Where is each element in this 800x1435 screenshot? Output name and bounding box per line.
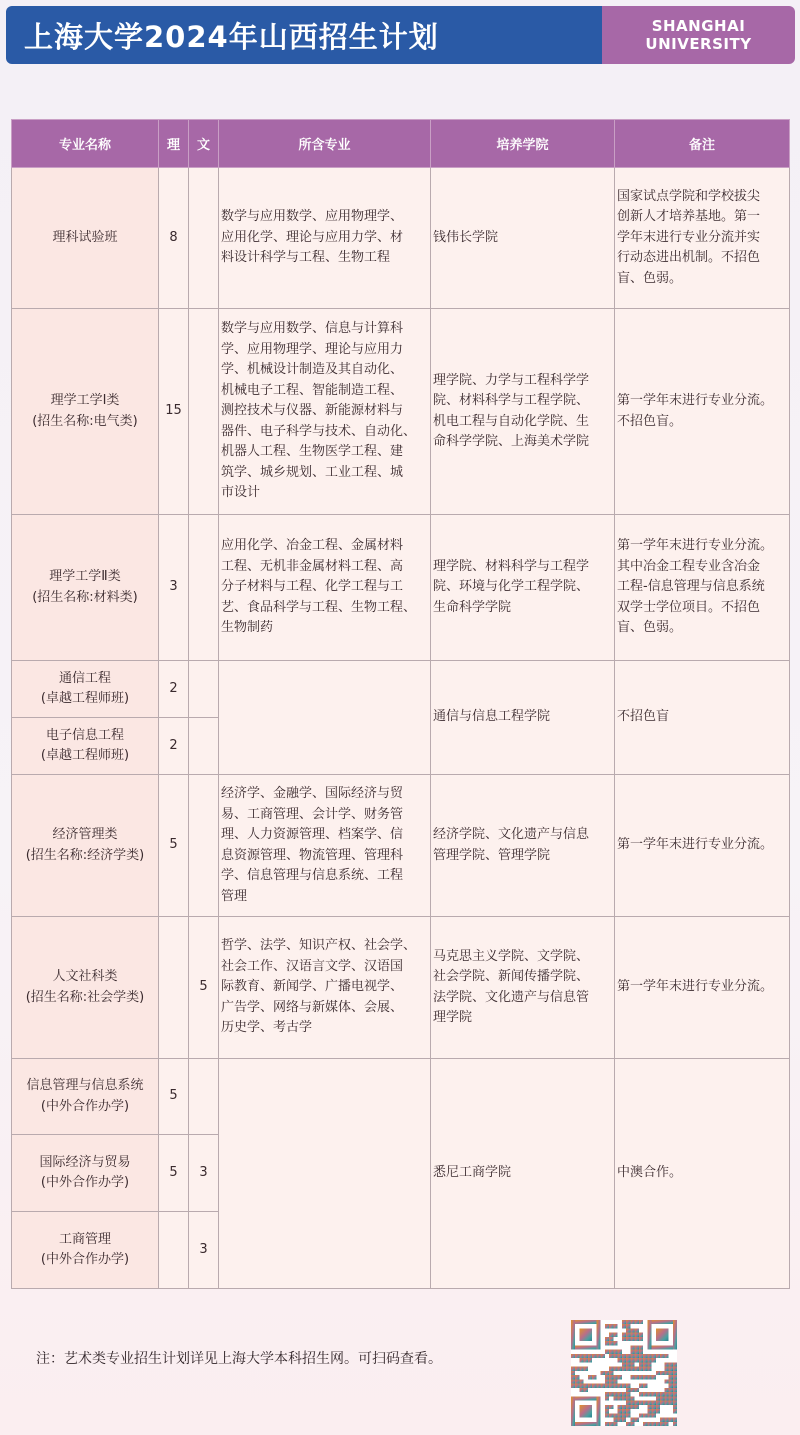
arts-count [189,168,219,309]
university-english-name [602,6,795,64]
college: 钱伟长学院 [431,168,615,309]
college: 经济学院、文化遗产与信息 管理学院、管理学院 [431,775,615,917]
major-name: 理科试验班 [12,168,159,309]
science-count: 15 [159,309,189,515]
remarks: 第一学年末进行专业分流。 其中冶金工程专业含冶金 工程-信息管理与信息系统 双学士学位项目。不招色 盲、色弱。 [615,515,790,661]
table-row [12,1059,790,1135]
arts-count: 3 [189,1135,219,1212]
arts-count [189,309,219,515]
english-name-line-2: UNIVERSITY [645,35,752,53]
remarks: 第一学年末进行专业分流。 不招色盲。 [615,309,790,515]
major-name: 理学工学Ⅰ类 (招生名称:电气类) [12,309,159,515]
table-row [12,168,790,309]
included-majors: 经济学、金融学、国际经济与贸 易、工商管理、会计学、财务管 理、人力资源管理、档案学、信 息资源管理、物流管理、管理科 学、信息管理与信息系统、工程 管理 [219,775,431,917]
science-count [159,1212,189,1289]
header-science: 理 [159,120,189,168]
title-block [6,6,602,64]
remarks: 国家试点学院和学校拔尖 创新人才培养基地。第一 学年末进行专业分流并实 行动态进出机制。不招色 盲、色弱。 [615,168,790,309]
qr-code-icon[interactable] [571,1320,677,1426]
major-name: 工商管理 (中外合作办学) [12,1212,159,1289]
college: 理学院、材料科学与工程学 院、环境与化学工程学院、 生命科学学院 [431,515,615,661]
major-name: 理学工学Ⅱ类 (招生名称:材料类) [12,515,159,661]
page-title: 上海大学2024年山西招生计划 [24,19,439,54]
science-count: 2 [159,661,189,718]
college: 马克思主义学院、文学院、 社会学院、新闻传播学院、 法学院、文化遗产与信息管 理学院 [431,917,615,1059]
included-majors [219,661,431,775]
remarks: 不招色盲 [615,661,790,775]
major-name: 信息管理与信息系统 (中外合作办学) [12,1059,159,1135]
arts-count: 3 [189,1212,219,1289]
college: 理学院、力学与工程科学学 院、材料科学与工程学院、 机电工程与自动化学院、生 命科学学院、上海美术学院 [431,309,615,515]
major-name: 人文社科类 (招生名称:社会学类) [12,917,159,1059]
header-major-name: 专业名称 [12,120,159,168]
college: 悉尼工商学院 [431,1059,615,1289]
included-majors: 应用化学、冶金工程、金属材料 工程、无机非金属材料工程、高 分子材料与工程、化学工程与工 艺、食品科学与工程、生物工程、 生物制药 [219,515,431,661]
remarks: 第一学年末进行专业分流。 [615,917,790,1059]
arts-count [189,1059,219,1135]
included-majors: 数学与应用数学、应用物理学、 应用化学、理论与应用力学、材 料设计科学与工程、生物工程 [219,168,431,309]
remarks: 中澳合作。 [615,1059,790,1289]
included-majors [219,1059,431,1289]
major-name: 通信工程 (卓越工程师班) [12,661,159,718]
arts-count [189,515,219,661]
table-row [12,309,790,515]
arts-count [189,775,219,917]
science-count: 8 [159,168,189,309]
header-college: 培养学院 [431,120,615,168]
science-count [159,917,189,1059]
science-count: 5 [159,1135,189,1212]
included-majors: 数学与应用数学、信息与计算科 学、应用物理学、理论与应用力 学、机械设计制造及其自动化、 机械电子工程、智能制造工程、 测控技术与仪器、新能源材料与 器件、电子科学与技术、自动化、 机器人工程、生物医学工程、建 筑学、城乡规划、工业工程、城 市设计 [219,309,431,515]
table-row [12,515,790,661]
science-count: 5 [159,1059,189,1135]
science-count: 3 [159,515,189,661]
science-count: 2 [159,718,189,775]
remarks: 第一学年末进行专业分流。 [615,775,790,917]
arts-count: 5 [189,917,219,1059]
enrollment-plan-table [11,119,790,1289]
header-arts: 文 [189,120,219,168]
arts-count [189,718,219,775]
included-majors: 哲学、法学、知识产权、社会学、 社会工作、汉语言文学、汉语国 际教育、新闻学、广播电视学、 广告学、网络与新媒体、会展、 历史学、考古学 [219,917,431,1059]
table-row [12,661,790,718]
science-count: 5 [159,775,189,917]
footer-note: 注：艺术类专业招生计划详见上海大学本科招生网。可扫码查看。 [36,1351,442,1367]
table-header-row [12,120,790,168]
page-header [6,6,795,64]
header-included-majors: 所含专业 [219,120,431,168]
table-row [12,917,790,1059]
arts-count [189,661,219,718]
major-name: 电子信息工程 (卓越工程师班) [12,718,159,775]
major-name: 经济管理类 (招生名称:经济学类) [12,775,159,917]
major-name: 国际经济与贸易 (中外合作办学) [12,1135,159,1212]
table-row [12,775,790,917]
college: 通信与信息工程学院 [431,661,615,775]
english-name-line-1: SHANGHAI [651,17,746,35]
header-remarks: 备注 [615,120,790,168]
